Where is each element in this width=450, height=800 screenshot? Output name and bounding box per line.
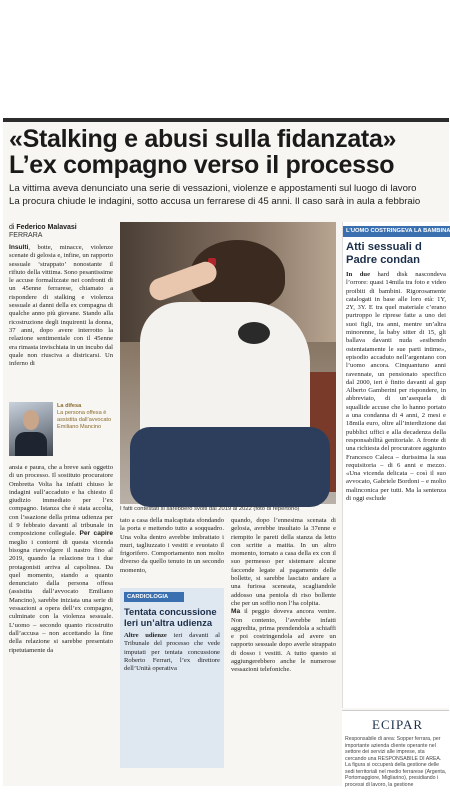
ad-text: Responsabile di area: Sopper ferrara, per importante azienda cliente operante nel settore dei servizi alle imprese, sta cercando una RESPONSABILE DI AREA. La figura si occuperà della gestione delle sedi territoriali nel medio ferrarese (Argenta, Portomaggiore, Migliarino), presidiando i processi di lavoro, la gestione <box>345 736 447 788</box>
byline <box>9 223 77 232</box>
ad-logo: ECIPAR <box>372 717 424 732</box>
byline-location: FERRARA <box>9 232 43 239</box>
lawyer-suit <box>15 432 47 456</box>
article-column-1 <box>9 244 113 392</box>
box-title: Tentata concussione Ieri un’altra udienza <box>124 606 217 628</box>
caption-text: La persona offesa è assistita dall’avvocato Emiliano Mancino <box>57 410 112 430</box>
article-lead-word: Per capire <box>79 530 113 538</box>
byline-author: Federico Malavasi <box>16 224 77 231</box>
article-column-2: tato a casa della malcapitata sfondando la porta e mettendo tutto a soqquadro. Una volta dentro avrebbe imbrattato i muri, tagliuzzato i vestiti e svuotato il frigorifero. Comportamento non molto diverso da quello tenuto in un secondo momento, <box>120 517 224 574</box>
subhead-line2: La procura chiude le indagini, sotto accusa un ferrarese di 45 anni. Il caso sarà in aula a febbraio <box>9 196 421 207</box>
box-lead: Altre udienze <box>124 632 167 639</box>
article-text: , botte, minacce, violenze scenate di gelosia e, infine, un rapporto sessuale ‘strappato’ nonostante il rifiuto della vittima. Sono pesantissime le accuse formalizzate nei confronti di un 45enne ferrarese, chiamato a rispondere di stalking e violenza sessuale ai danni della ex compagna di qualche anno più giovane. Stando alla ricostruzione degli inquirenti la donna, 37 anni, dopo avere interrotto la relazione sentimentale con il 45enne era rimasta invischiata in un incubo dal quale non riusciva a districarsi. Un inferno di <box>9 244 113 368</box>
photo-torn-shirt <box>238 322 270 344</box>
lawyer-face <box>23 410 39 430</box>
sidebar-title-line1: Atti sessuali d <box>346 241 422 253</box>
lawyer-photo <box>9 402 53 456</box>
photo-caption: I fatti contestati si sarebbero svolti dal 2019 al 2022 (foto di repertorio) <box>120 506 300 512</box>
photo-jeans <box>130 427 330 507</box>
box-tag: CARDIOLOGIA <box>124 592 184 602</box>
article-text: ansia e paura, che a breve sarà oggetto di un processo. Il sostituto procuratore Ombretta Volta ha infatti chiuso le indagini sull’accaduto e ha chiesto il giudizio immediato per l’ex compagno. Istanza che è stata accolta, con l’ssazione della prima udienza per il 9 febbraio davanti al tribunale in composizione collegiale. <box>9 464 113 538</box>
article-lead-word: Ma <box>231 608 241 616</box>
job-ad <box>342 710 449 786</box>
sidebar-article <box>342 222 449 708</box>
lawyer-photo-caption <box>57 403 113 431</box>
article-text: il peggio doveva ancora venire. Non contento, l’avrebbe infatti aggredita, prima prendendola a schiaffi e poi costringendola ad avere un rapporto sessuale dopo averle strappato di dosso i vestiti. A tutto questo si aggiungerebbero anche le numerose vessazioni telefoniche. <box>231 608 336 674</box>
headline-line1: «Stalking e abusi sulla fidanzata» <box>9 125 397 153</box>
byline-prefix: di <box>9 224 17 231</box>
cardiology-box <box>120 588 224 768</box>
box-text: ieri davanti al Tribunale del processo che vede imputati per tentata concussione Roberto Ferrari, l’ex direttore dell’Unità operativa <box>124 632 220 673</box>
main-photo <box>120 222 336 504</box>
sidebar-title <box>346 241 450 267</box>
article-text: meglio i contorni di questa vicenda bisogna riavvolgere il nastro fino al 2019, quando la relazione tra i due protagonisti arriva al capolinea. Da quel momento, stando a quanto denunciato dalla persona offesa (assistita dall’avvocato Emiliano Mancino), sarebbe iniziata una serie di vessazioni a opera dell’ex compagno, culminate con la violenza sessuale. L’uomo – secondo quanto ricostruito dall’accusa – non accettando la fine della relazione si sarebbe presentato ripetutamente da <box>9 538 113 654</box>
sidebar-text: hard disk nascondeva l’orrore: quasi 14mila tra foto e video proibiti di bambini. Rigorosamente catalogati in base alle loro età: 1Y, 2Y, 3Y. E tra quel materiale c’erano purtroppo le riprese fatte a uno dei suoi figli, tra anni, mentre un’altra minorenne, la baby sitter di 15, gli ballava davanti nuda «esibendo ostentatamente le sue parti intime», episodio accaduto nell’argentano con l’uomo ancora. Cinquantuno anni ravennate, un pensionato specifico dal 2000, ieri è finito davanti al gup Alberto Gamberini per rispondere, in abbreviato, di un’asequela di squallide accuse che lo hanno portato a una condanna di 4 anni, 2 mesi e 18mila euro, oltre all’interdizione dai pubblici uffici e alla decadenza della responsabilità genitoriale. A fronte di una richiesta del procuratore aggiunto Francesco Caleca – durissima la sua requisitoria – di 6 anni e mezzo. «Una vicenda delicata – così il suo avvocato, Gabriele Bordoni – e molto malinconica per tutti. Ma la sentenza di oggi esclude <box>346 271 446 503</box>
top-rule <box>3 118 449 122</box>
article-column-1b <box>9 464 113 764</box>
article-column-3 <box>231 517 336 767</box>
sidebar-lead: In due <box>346 271 370 278</box>
article-text: quando, dopo l’ennesima scenata di gelosia, avrebbe insultato la 37enne e riempito le pareti della stanza da letto con scritte a matita. In un altro momento, tornato a casa della ex con il suo permesso per sistemare alcune faccende legate al pagamento delle bollette, si sarebbe lasciato andare a una furiosa sceneata, scagliandole addosso una pentola di riso bollente che per un soffio non l’ha colpita. <box>231 517 336 607</box>
box-body <box>124 632 220 764</box>
article-lead-word: Insulti <box>9 244 29 251</box>
newspaper-page <box>3 118 449 786</box>
sidebar-title-line2: Padre condan <box>346 254 420 266</box>
caption-title: La difesa <box>57 403 82 409</box>
headline-line2: L’ex compagno verso il processo <box>9 151 395 179</box>
subhead-line1: La vittima aveva denunciato una serie di vessazioni, violenze e appostamenti sul luogo di lavoro <box>9 183 417 194</box>
sidebar-body <box>346 271 446 691</box>
sidebar-tag: L’UOMO COSTRINGEVA LA BAMBINA <box>343 226 450 237</box>
